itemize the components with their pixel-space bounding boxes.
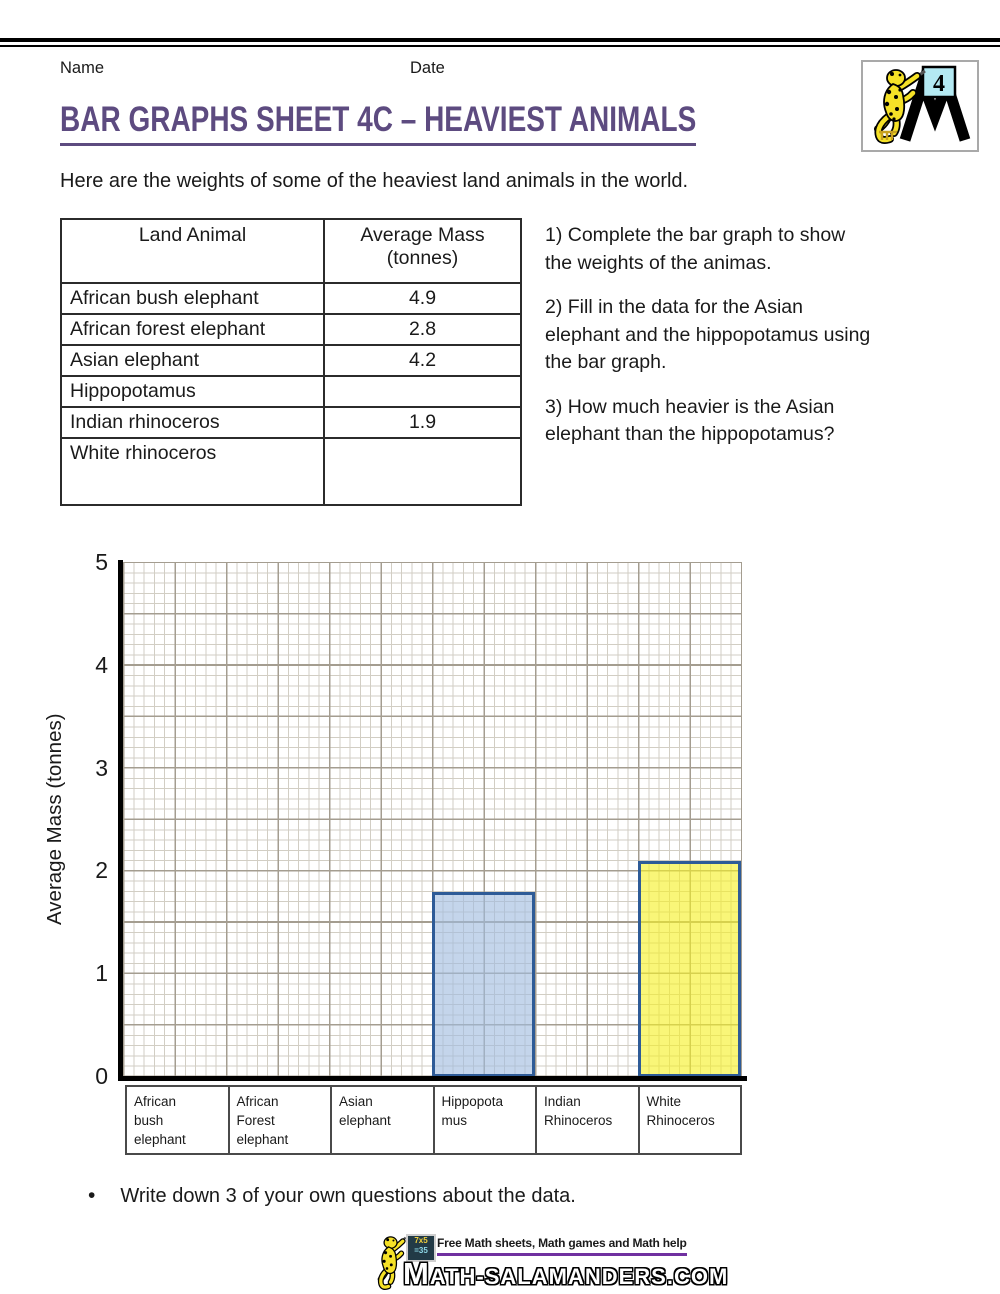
grade-badge <box>923 67 955 97</box>
bullet-item <box>88 1184 576 1208</box>
table-row-african-forest-elephant <box>61 314 521 345</box>
animal-cell: African forest elephant <box>61 314 324 345</box>
y-tick-label-4: 4 <box>95 651 108 678</box>
svg-text:4: 4 <box>933 71 945 97</box>
table-row-hippopotamus <box>61 376 521 407</box>
y-axis-ticks <box>40 549 108 1089</box>
footer-tagline-box <box>437 1236 687 1256</box>
top-rule-thick <box>0 38 1000 42</box>
x-category-cell-hippopotamus: Hippopota mus <box>435 1087 538 1153</box>
footer-chalkboard-icon: 7x5 =35 <box>406 1234 436 1262</box>
table-header-animal: Land Animal <box>61 219 324 283</box>
footer-tagline: Free Math sheets, Math games and Math help <box>437 1236 687 1250</box>
y-tick-label-5: 5 <box>95 549 108 575</box>
animal-cell: Asian elephant <box>61 345 324 376</box>
x-axis-category-labels <box>125 1085 742 1155</box>
animal-mass-table <box>60 218 522 506</box>
mass-cell: 4.2 <box>324 345 521 376</box>
bullet-text: Write down 3 of your own questions about the data. <box>120 1185 576 1207</box>
mass-cell: 4.9 <box>324 283 521 314</box>
bar-fill <box>641 864 738 1074</box>
animal-cell: White rhinoceros <box>61 438 324 505</box>
x-category-cell-white-rhinoceros: White Rhinoceros <box>646 1094 715 1128</box>
site-wordmark-rest: ATH-SALAMANDERS.COM <box>429 1264 729 1289</box>
x-category-cell-african-bush-elephant: African bush elephant <box>127 1087 230 1153</box>
animal-cell: Hippopotamus <box>61 376 324 407</box>
y-tick-label-2: 2 <box>95 857 108 884</box>
site-wordmark-initial: M <box>403 1256 430 1291</box>
page-title: BAR GRAPHS SHEET 4C – HEAVIEST ANIMALS <box>60 100 855 146</box>
intro-text: Here are the weights of some of the heaviest land animals in the world. <box>60 170 689 192</box>
questions-list <box>545 222 985 466</box>
animal-table-body <box>61 283 521 505</box>
table-row-asian-elephant <box>61 345 521 376</box>
top-rule-thin <box>0 45 1000 47</box>
mass-cell: 1.9 <box>324 407 521 438</box>
question-item-1: 1) Complete the bar graph to show the weights of the animas. <box>545 224 846 274</box>
site-wordmark <box>403 1256 728 1292</box>
y-tick-label-3: 3 <box>95 754 108 781</box>
footer-logo <box>0 1228 1000 1294</box>
table-row-indian-rhinoceros <box>61 407 521 438</box>
x-axis-line <box>118 1076 747 1081</box>
x-category-cell-asian-elephant: Asian elephant <box>332 1087 435 1153</box>
grade-logo <box>861 60 979 152</box>
x-category-cell-indian-rhinoceros: Indian Rhinoceros <box>537 1087 640 1153</box>
y-axis-label: Average Mass (tonnes) <box>43 713 66 925</box>
mass-cell <box>324 376 521 407</box>
question-item-3: 3) How much heavier is the Asian elephant than the hippopotamus? <box>545 395 835 445</box>
bar-hippopotamus <box>432 892 535 1077</box>
table-header-mass: Average Mass (tonnes) <box>324 219 521 283</box>
table-row-african-bush-elephant <box>61 283 521 314</box>
date-label: Date <box>410 59 445 77</box>
plot-area <box>123 562 742 1077</box>
mass-cell: 2.8 <box>324 314 521 345</box>
y-tick-label-1: 1 <box>95 960 108 987</box>
grade-logo-art <box>863 62 973 146</box>
table-row-white-rhinoceros <box>61 438 521 505</box>
y-axis-line <box>118 560 123 1081</box>
mass-cell <box>324 438 521 505</box>
x-category-cell-african-forest-elephant: African Forest elephant <box>230 1087 333 1153</box>
animal-cell: Indian rhinoceros <box>61 407 324 438</box>
animal-cell: African bush elephant <box>61 283 324 314</box>
question-item-2: 2) Fill in the data for the Asian elephant and the hippopotamus using the bar graph. <box>545 296 871 373</box>
name-label: Name <box>60 59 105 77</box>
bar-fill <box>435 895 532 1074</box>
y-tick-label-0: 0 <box>95 1063 108 1089</box>
bar-white-rhinoceros <box>638 861 741 1077</box>
